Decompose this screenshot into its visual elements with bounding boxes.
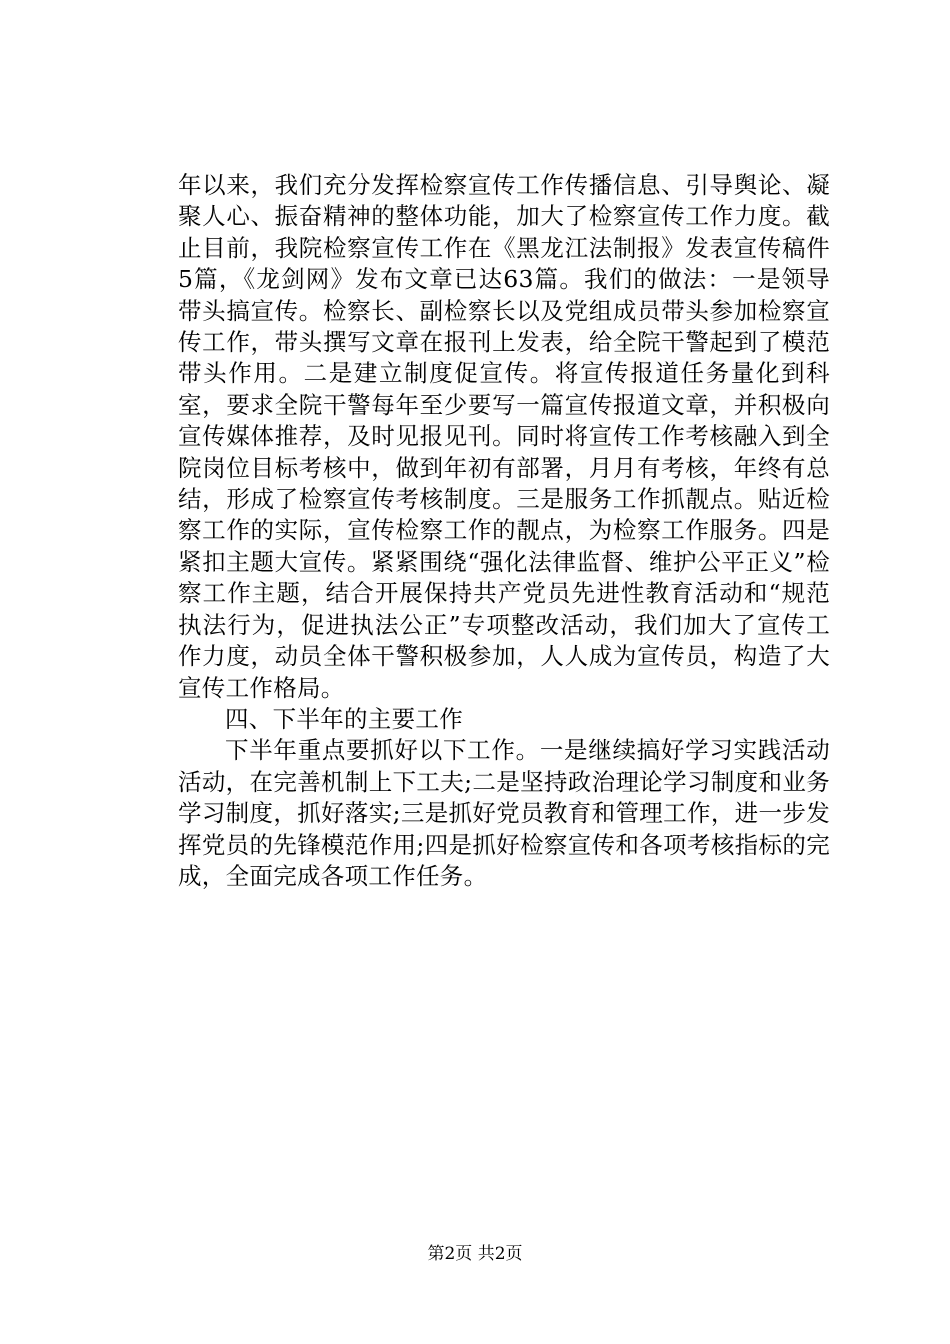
paragraph-second-half-plan: 下半年重点要抓好以下工作。一是继续搞好学习实践活动活动，在完善机制上下工夫;二是坚持政治理论学习制度和业务学习制度，抓好落实;三是抓好党员教育和管理工作，进一步发挥党员的先锋模范作用;四是抓好检察宣传和各项考核指标的完成，全面完成各项工作任务。 (178, 736, 830, 890)
document-body (178, 170, 830, 892)
paragraph-publicity-work: 年以来，我们充分发挥检察宣传工作传播信息、引导舆论、凝聚人心、振奋精神的整体功能，加大了检察宣传工作力度。截止目前，我院检察宣传工作在《黑龙江法制报》发表宣传稿件5篇，《龙剑网》发布文章已达63篇。我们的做法：一是领导带头搞宣传。检察长、副检察长以及党组成员带头参加检察宣传工作，带头撰写文章在报刊上发表，给全院干警起到了模范带头作用。二是建立制度促宣传。将宣传报道任务量化到科室，要求全院干警每年至少要写一篇宣传报道文章，并积极向宣传媒体推荐，及时见报见刊。同时将宣传工作考核融入到全院岗位目标考核中，做到年初有部署，月月有考核，年终有总结，形成了检察宣传考核制度。三是服务工作抓靓点。贴近检察工作的实际，宣传检察工作的靓点，为检察工作服务。四是紧扣主题大宣传。紧紧围绕“强化法律监督、维护公平正义”检察工作主题，结合开展保持共产党员先进性教育活动和“规范执法行为，促进执法公正”专项整改活动，我们加大了宣传工作力度，动员全体干警积极参加，人人成为宣传员，构造了大宣传工作格局。 (178, 171, 830, 702)
page-footer: 第2页 共2页 (427, 1244, 523, 1264)
section-heading-second-half-work: 四、下半年的主要工作 (225, 704, 463, 733)
